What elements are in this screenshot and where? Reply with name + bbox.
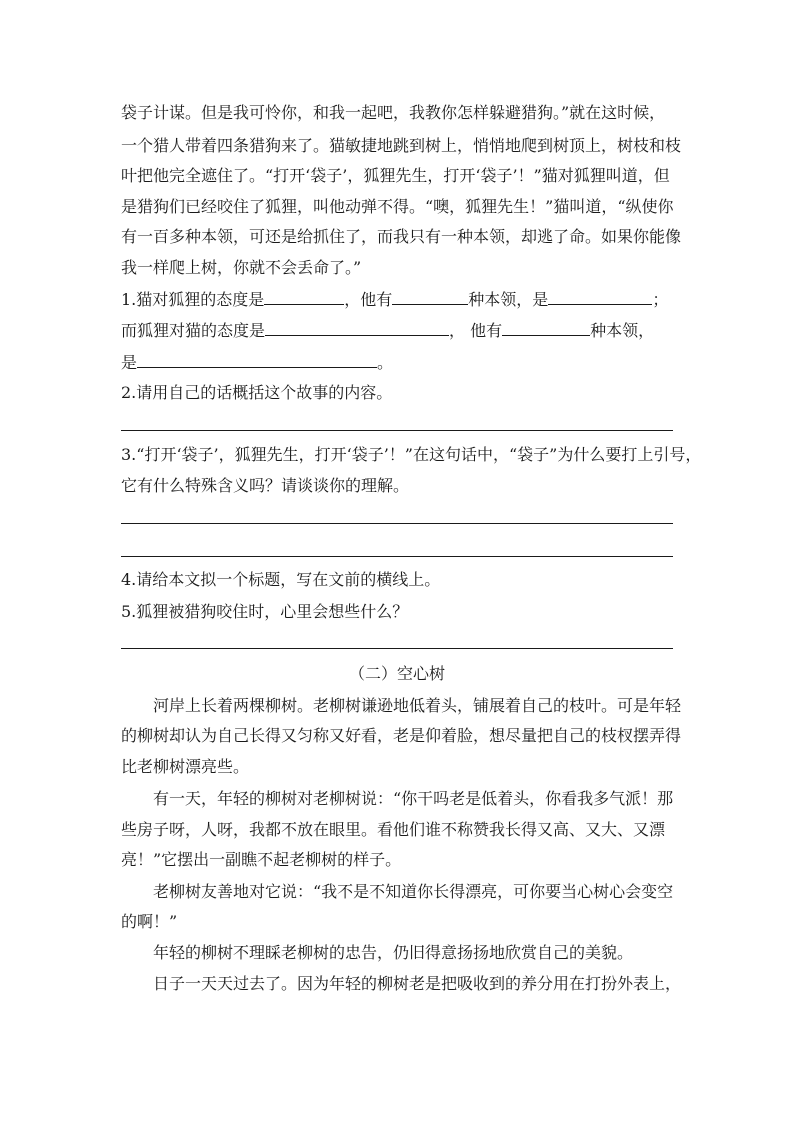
passage-line: 比老柳树漂亮些。	[121, 757, 250, 776]
passage-line: 有一天，年轻的柳树对老柳树说：“你干吗老是低着头，你看我多气派！那	[153, 789, 674, 808]
passage-line: 日子一天天过去了。因为年轻的柳树老是把吸收到的养分用在打扮外表上，	[153, 974, 682, 993]
answer-blank[interactable]	[392, 290, 468, 305]
passage-line: 年轻的柳树不理睬老柳树的忠告，仍旧得意扬扬地欣赏自己的美貌。	[153, 943, 634, 962]
question-5-text: 5.狐狸被猎狗咬住时，心里会想些什么？	[121, 602, 409, 621]
answer-line[interactable]	[121, 430, 673, 431]
passage-line: 袋子计谋。但是我可怜你，和我一起吧，我教你怎样躲避猎狗。”就在这时候，	[121, 103, 666, 122]
answer-blank[interactable]	[548, 290, 652, 305]
answer-blank[interactable]	[265, 321, 449, 336]
passage-line: 亮！”它摆出一副瞧不起老柳树的样子。	[121, 850, 402, 869]
answer-blank[interactable]	[137, 353, 377, 368]
section-title: （二）空心树	[348, 664, 445, 683]
question-1-line-1: 1.猫对狐狸的态度是 ，他有 种本领，是 ；	[121, 290, 669, 309]
question-1-line-3: 是 。	[121, 353, 394, 372]
passage-line: 我一样爬上树，你就不会丢命了。”	[121, 258, 362, 277]
passage-line: 叶把他完全遮住了。“打开‘袋子’，狐狸先生，打开‘袋子’！”猫对狐狸叫道，但	[121, 166, 670, 185]
answer-blank[interactable]	[264, 290, 344, 305]
question-2-text: 2.请用自己的话概括这个故事的内容。	[121, 383, 393, 402]
answer-line[interactable]	[121, 523, 673, 524]
answer-line[interactable]	[121, 648, 673, 649]
question-3-text: 3.“打开‘袋子’，狐狸先生，打开‘袋子’！”在这句话中，“袋子”为什么要打上引号，	[121, 445, 702, 464]
passage-line: 一个猎人带着四条猎狗来了。猫敏捷地跳到树上，悄悄地爬到树顶上，树枝和枝	[121, 136, 682, 155]
question-1-line-2: 而狐狸对猫的态度是 ， 他有 种本领，	[121, 321, 655, 340]
passage-line: 是猎狗们已经咬住了狐狸，叫他动弹不得。“噢，狐狸先生！”猫叫道，“纵使你	[121, 197, 674, 216]
answer-line[interactable]	[121, 556, 673, 557]
passage-line: 些房子呀，人呀，我都不放在眼里。看他们谁不称赞我长得又高、又大、又漂	[121, 820, 666, 839]
question-3-text: 它有什么特殊含义吗？请谈谈你的理解。	[121, 476, 410, 495]
answer-blank[interactable]	[502, 321, 590, 336]
question-1-text: 1.猫对狐狸的态度是	[121, 290, 265, 309]
passage-line: 的柳树却认为自己长得又匀称又好看，老是仰着脸，想尽量把自己的枝杈摆弄得	[121, 726, 682, 745]
question-4-text: 4.请给本文拟一个标题，写在文前的横线上。	[121, 570, 441, 589]
passage-line: 有一百多种本领，可还是给抓住了，而我只有一种本领，却逃了命。如果你能像	[121, 227, 682, 246]
passage-line: 河岸上长着两棵柳树。老柳树谦逊地低着头，铺展着自己的枝叶。可是年轻	[153, 696, 682, 715]
passage-line: 的啊！”	[121, 912, 178, 931]
passage-line: 老柳树友善地对它说：“我不是不知道你长得漂亮，可你要当心树心会变空	[153, 882, 674, 901]
